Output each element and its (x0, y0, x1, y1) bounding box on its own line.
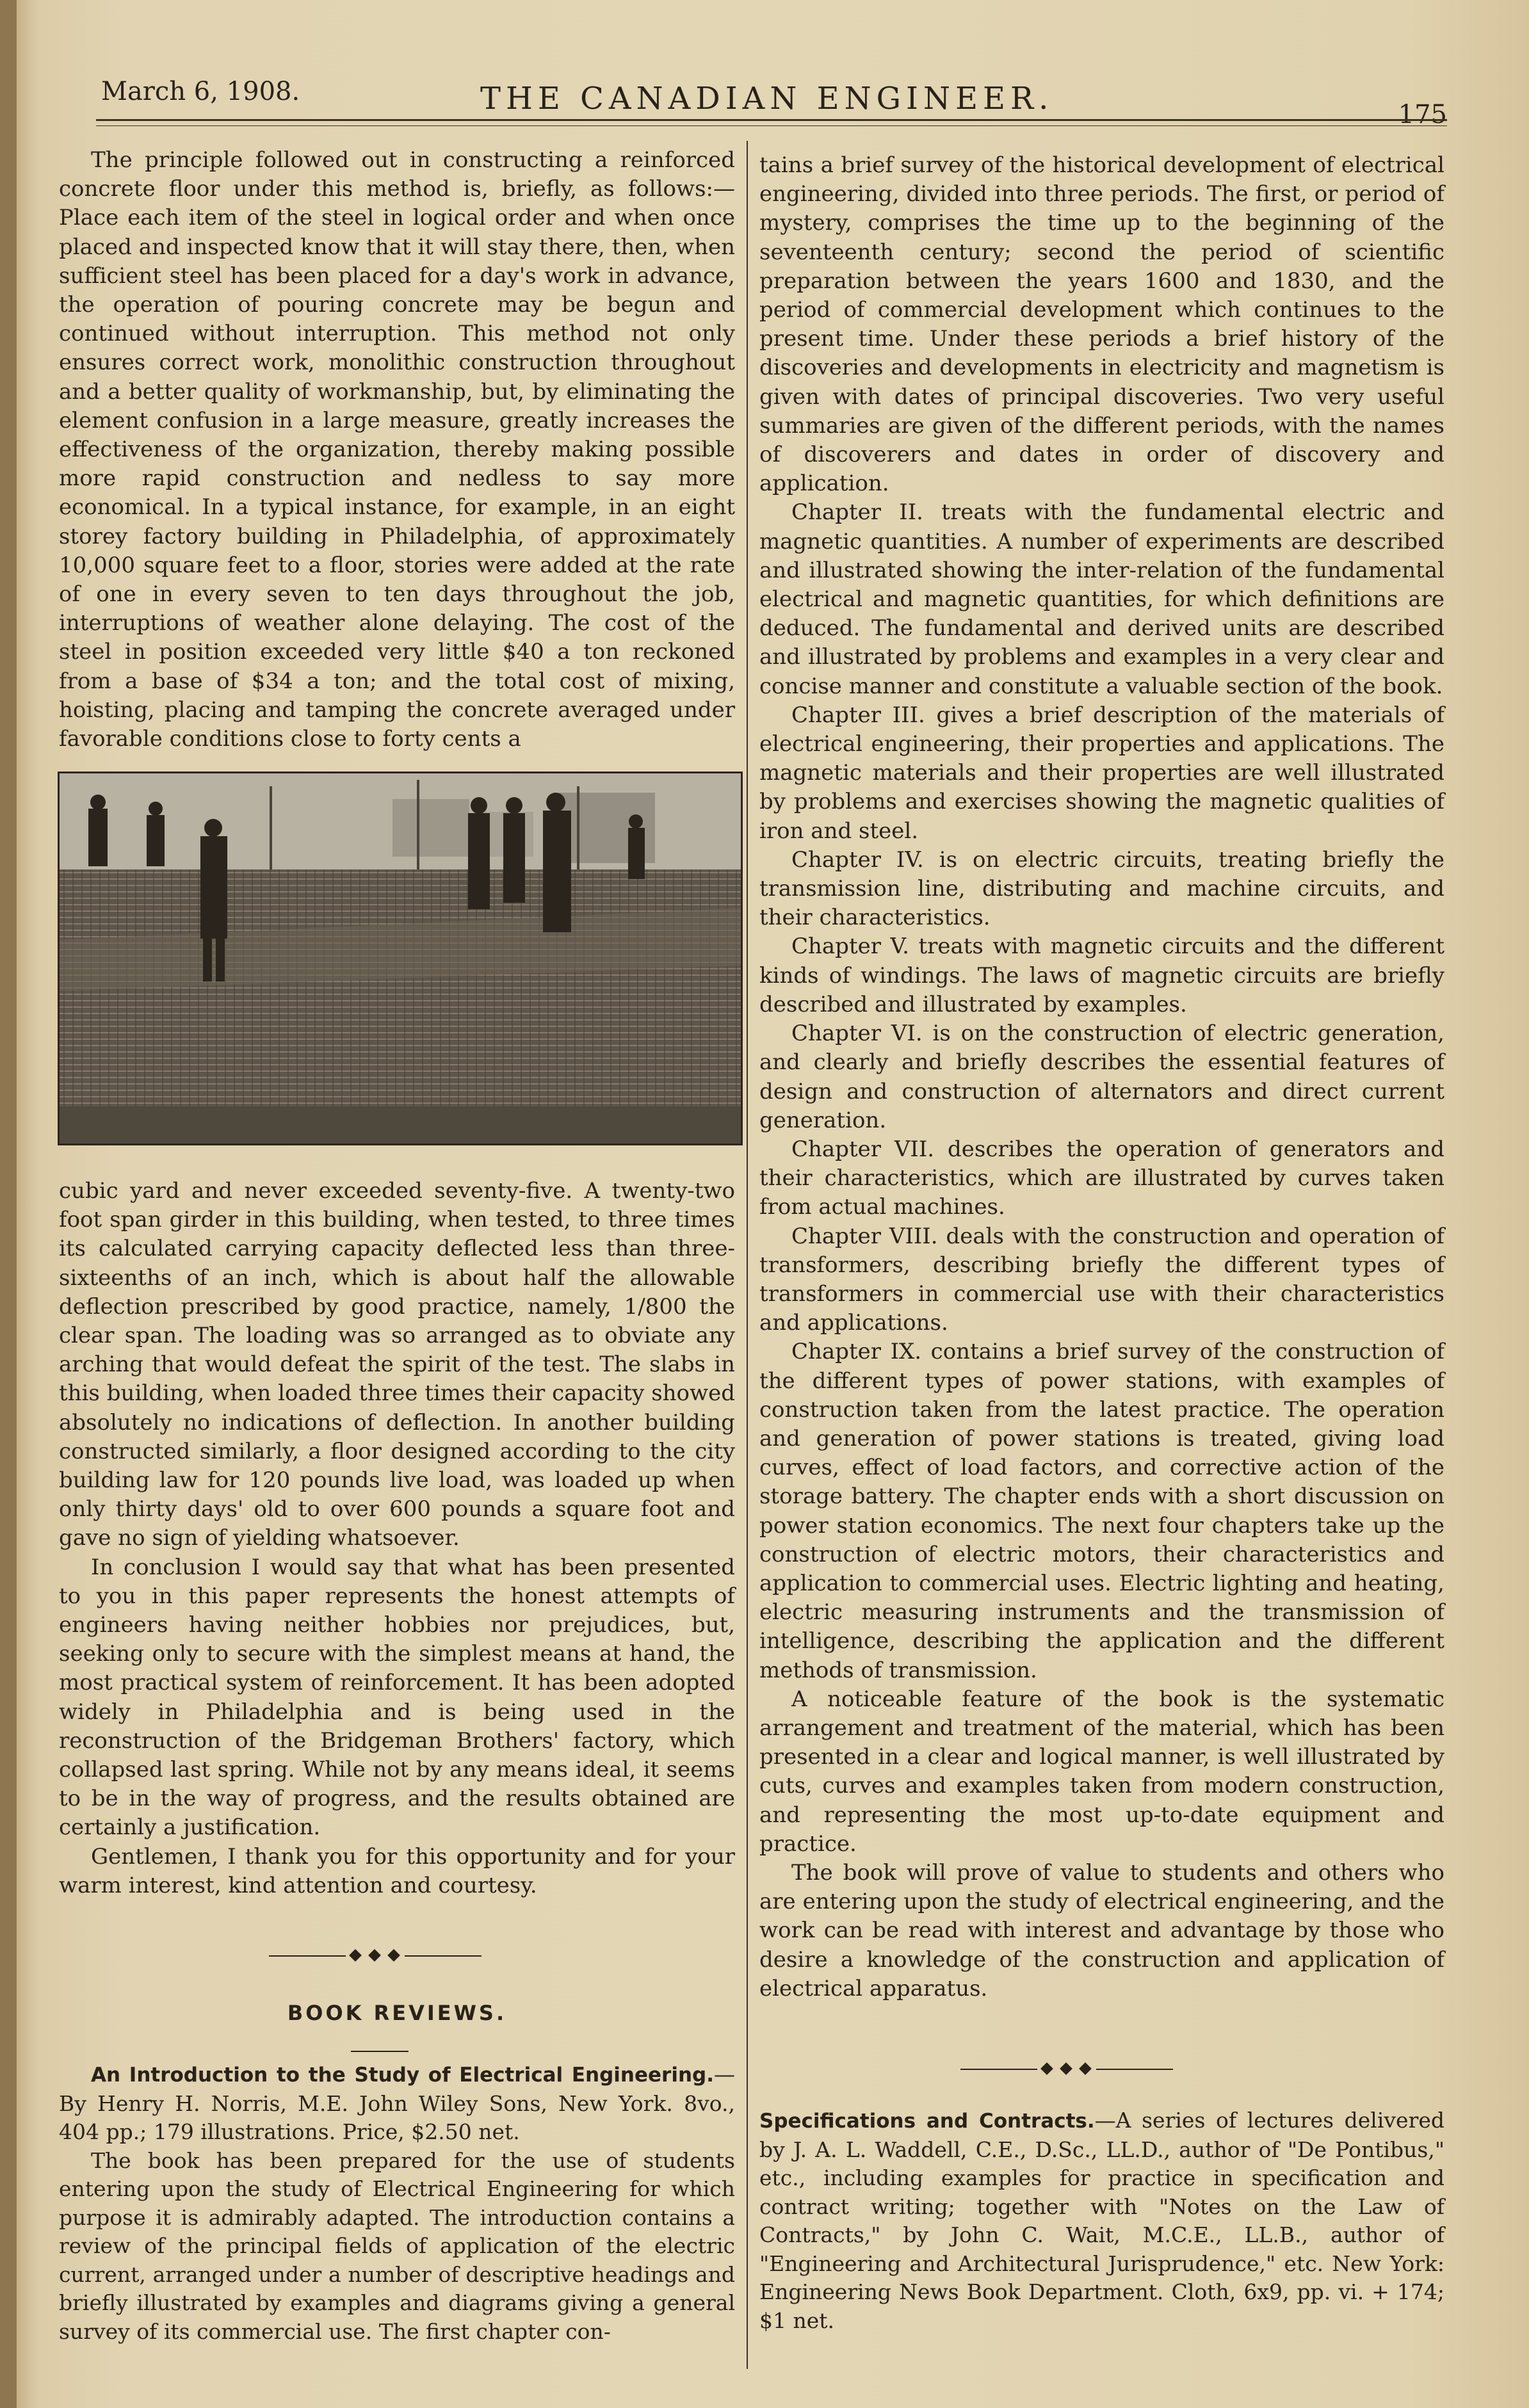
review-paragraph: Chapter VI. is on the construction of electric generation, and clearly and briefly describes the essential features of design and construction of alternators and direct current generation. (759, 1021, 1444, 1133)
review-paragraph: A noticeable feature of the book is the systematic arrangement and treatment of the material, which has been presented in a clear and logical manner, is well illustrated by cuts, curves and examples taken from modern construction, and representing the most up-to-date equipment and practice. (759, 1686, 1444, 1857)
heading-rule (351, 2051, 409, 2052)
review-paragraph: The book has been prepared for the use of students entering upon the study of Electrical Engineering for which purpose it is admirably adapted. The introduction contains a review of the principal fields of application of the electric current, arranged under a number of descriptive headings and briefly illustrated by examples and diagrams giving a general survey of its commercial use. The first chapter con- (59, 2147, 735, 2344)
section-ornament (269, 1950, 487, 1962)
review-paragraph: Chapter VIII. deals with the construction and operation of transformers, describing briefly the different types of transformers in commercial use with their characteristics and applications. (759, 1223, 1444, 1336)
article-paragraph: In conclusion I would say that what has been presented to you in this paper represents the honest attempts of engineers having neither hobbies nor prejudices, but, seeking only to secure with the simplest means at hand, the most practical system of reinforcement. It has been adopted widely in Philadelphia and is being used in the reconstruction of the Bridgeman Brothers' factory, which collapsed last spring. While not by any means ideal, it seems to be in the way of progress, and the results obtained are certainly a justification. (59, 1554, 735, 1841)
review-citation: —A series of lectures delivered by J. A. L. Waddell, C.E., D.Sc., LL.D., author of "De Pontibus," etc., including examples for practice in specification and contract writing; together with "Notes on the Law of Contracts," by John C. Wait, M.C.E., LL.B., author of "Engineering and Architectural Jurisprudence," etc. New York: Engineering News Book Department. Cloth, 6x9, pp. vi. + 174; $1 net. (759, 2108, 1444, 2333)
review-paragraph: Chapter IV. is on electric circuits, treating briefly the transmission line, distributing and machine circuits, and their characteristics. (759, 846, 1444, 931)
review-paragraph: Chapter IX. contains a brief survey of the construction of the different types of power stations, with examples of construction taken from the latest practice. The operation and generation of power stations is treated, giving load curves, effect of load factors, and corrective action of the storage battery. The chapter ends with a short discussion on power station economics. The next four chapters take up the construction of electric motors, their characteristics and application to commercial uses. Electric lighting and heating, electric measuring instruments and the transmission of intelligence, describing the application and the different methods of transmission. (759, 1339, 1444, 1683)
header-rule-thin (96, 125, 1447, 126)
review-paragraph: The book will prove of value to students and others who are entering upon the study of electrical engineering, and the work can be read with interest and advantage by those who desire a knowledge of the construction and application of electrical apparatus. (759, 1859, 1444, 2001)
review-citation: —By Henry H. Norris, M.E. John Wiley Sons, New York. 8vo., 404 pp.; 179 illustrations. Price, $2.50 net. (59, 2062, 735, 2144)
construction-photo (58, 772, 743, 1145)
review-paragraph: Chapter II. treats with the fundamental electric and magnetic quantities. A number of experiments are described and illustrated showing the inter-relation of the fundamental electrical and magnetic quantities, for which definitions are deduced. The fundamental and derived units are described and illustrated by problems and examples in a very clear and concise manner and constitute a valuable section of the book. (759, 499, 1444, 699)
review-waddell (759, 2106, 1444, 2335)
page-number: 175 (1398, 100, 1447, 129)
review-title: Specifications and Contracts. (759, 2110, 1095, 2133)
header-date: March 6, 1908. (101, 77, 300, 106)
header-rule-thick (96, 119, 1447, 121)
left-column-bottom (59, 1177, 735, 1900)
review-title: An Introduction to the Study of Electrical Engineering. (91, 2064, 714, 2087)
article-paragraph: The principle followed out in constructing a reinforced concrete floor under this method is, briefly, as follows:—Place each item of the steel in logical order and when once placed and inspected know that it will stay there, then, when sufficient steel has been placed for a day's work in advance, the operation of pouring concrete may be begun and continued without interruption. This method not only ensures correct work, monolithic construction throughout and a better quality of workmanship, but, by eliminating the element confusion in a large measure, greatly increases the effectiveness of the organization, thereby making possible more rapid construction and nedless to say more economical. In a typical instance, for example, in an eight storey factory building in Philadelphia, of approximately 10,000 square feet to a floor, stories were added at the rate of one in every seven to ten days throughout the job, interruptions of weather alone delaying. The cost of the steel in position exceeded very little $40 a ton reckoned from a base of $34 a ton; and the total cost of mixing, hoisting, placing and tamping the concrete averaged under favorable conditions close to forty cents a (59, 147, 735, 752)
section-ornament (960, 2063, 1178, 2076)
binding-gutter (0, 0, 17, 2408)
article-paragraph: Gentlemen, I thank you for this opportunity and for your warm interest, kind attention and courtesy. (59, 1843, 735, 1898)
left-column-top (59, 146, 735, 754)
review-paragraph: Chapter V. treats with magnetic circuits and the different kinds of windings. The laws of magnetic circuits are briefly described and illustrated by examples. (759, 933, 1444, 1017)
header-title: THE CANADIAN ENGINEER. (480, 81, 1054, 117)
column-divider (747, 141, 748, 2369)
right-column (759, 151, 1444, 2003)
photo-illustration (60, 773, 741, 1143)
review-paragraph: Chapter VII. describes the operation of generators and their characteristics, which are illustrated by curves taken from actual machines. (759, 1136, 1444, 1220)
article-paragraph: cubic yard and never exceeded seventy-five. A twenty-two foot span girder in this building, when tested, to three times its calculated carrying capacity deflected less than three-sixteenths of an inch, which is about half the allowable deflection prescribed by good practice, namely, 1/800 the clear span. The loading was so arranged as to obviate any arching that would defeat the spirit of the test. The slabs in this building, when loaded three times their capacity showed absolutely no indications of deflection. In another building constructed similarly, a floor designed according to the city building law for 120 pounds live load, was loaded up when only thirty days' old to over 600 pounds a square foot and gave no sign of yielding whatsoever. (59, 1178, 735, 1551)
review-norris (59, 2060, 735, 2346)
review-paragraph: Chapter III. gives a brief description of the materials of electrical engineering, their properties and applications. The magnetic materials and their properties are well illustrated by problems and exercises showing the magnetic qualities of iron and steel. (759, 702, 1444, 844)
book-reviews-heading: BOOK REVIEWS. (287, 2001, 507, 2025)
review-paragraph: tains a brief survey of the historical development of electrical engineering, divided into three periods. The first, or period of mystery, comprises the time up to the beginning of the seventeenth century; second the period of scientific preparation between the years 1600 and 1830, and the period of commercial development which continues to the present time. Under these periods a brief history of the discoveries and developments in electricity and magnetism is given with dates of principal discoveries. Two very useful summaries are given of the different periods, with the names of discoverers and dates in order of discovery and application. (759, 152, 1444, 497)
